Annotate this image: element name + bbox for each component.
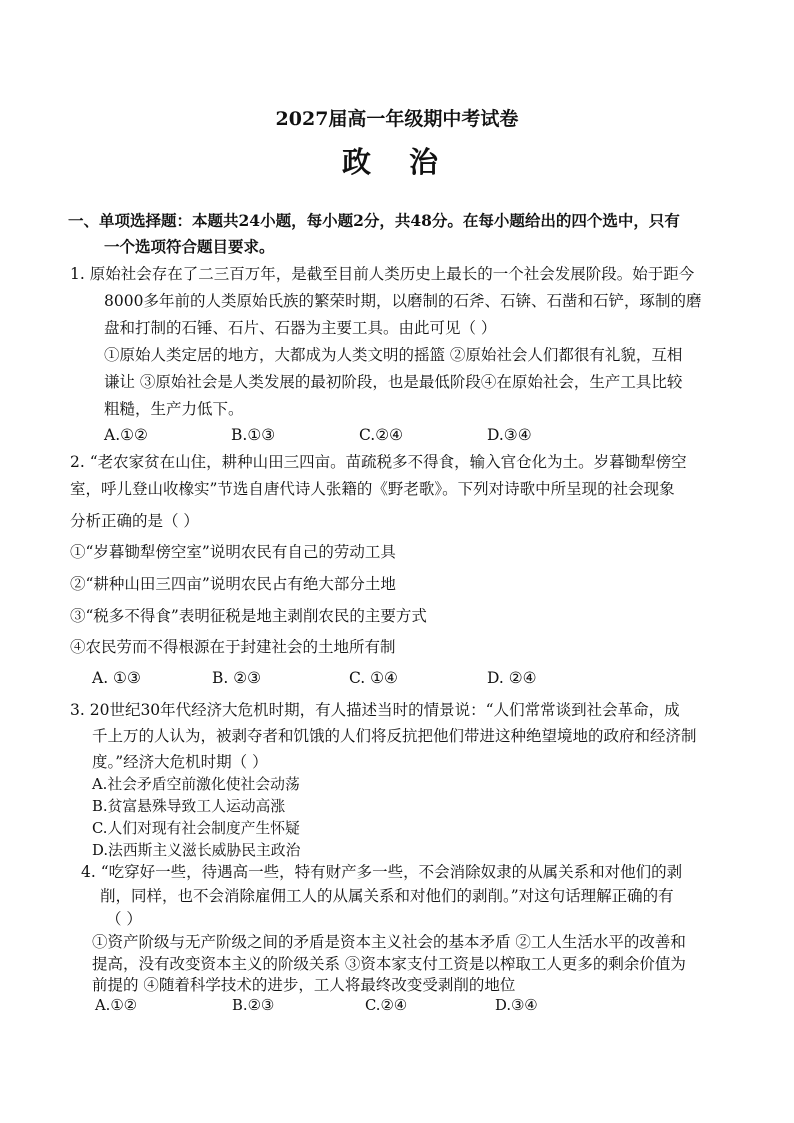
question-2-stem: 分析正确的是（ ） xyxy=(70,512,199,530)
question-1-option-a: A.①② xyxy=(104,426,148,444)
question-3-option-c: C.人们对现有社会制度产生怀疑 xyxy=(92,820,300,837)
question-1-statement: 谦让 ③原始社会是人类发展的最初阶段，也是最低阶段④在原始社会，生产工具比较 xyxy=(104,373,683,391)
question-2-option-b: B. ②③ xyxy=(212,669,262,687)
question-4-statement: 前提的 ④随着科学技术的进步，工人将最终改变受剥削的地位 xyxy=(92,976,516,994)
question-4-stem: 削，同样，也不会消除雇佣工人的从属关系和对他们的剥削。”对这句话理解正确的有 xyxy=(100,887,674,905)
exam-title: 2027届高一年级期中考试卷 xyxy=(275,108,519,130)
question-3-option-a: A.社会矛盾空前激化使社会动荡 xyxy=(92,776,300,793)
question-2-statement: ①“岁暮锄犁傍空室”说明农民有自己的劳动工具 xyxy=(70,543,396,561)
question-4-option-a: A.①② xyxy=(95,997,137,1014)
question-2-option-a: A. ①③ xyxy=(92,669,141,687)
question-2-stem: 室，呼儿登山收橡实”节选自唐代诗人张籍的《野老歌》。下列对诗歌中所呈现的社会现象 xyxy=(70,480,675,498)
section-heading: 一、单项选择题：本题共24小题，每小题2分，共48分。在每小题给出的四个选中，只有 xyxy=(68,211,680,230)
question-2-option-c: C. ①④ xyxy=(349,669,398,687)
question-3-stem: 千上万的人认为，被剥夺者和饥饿的人们将反抗把他们带进这种绝望境地的政府和经济制 xyxy=(92,727,697,745)
question-4-option-d: D.③④ xyxy=(495,997,538,1014)
question-3-option-b: B.贫富悬殊导致工人运动高涨 xyxy=(92,798,286,815)
question-1-option-b: B.①③ xyxy=(231,426,276,444)
question-3-option-d: D.法西斯主义滋长威胁民主政治 xyxy=(92,842,301,859)
question-2-statement: ③“税多不得食”表明征税是地主剥削农民的主要方式 xyxy=(70,607,427,625)
question-2-statement: ④农民劳而不得根源在于封建社会的土地所有制 xyxy=(70,638,396,656)
question-2-statement: ②“耕种山田三四亩”说明农民占有绝大部分土地 xyxy=(70,575,396,593)
question-1-statement: 粗糙，生产力低下。 xyxy=(104,400,244,418)
question-1-stem: 盘和打制的石锤、石片、石器为主要工具。由此可见（ ） xyxy=(104,319,497,337)
question-3-stem: 度。”经济大危机时期（ ） xyxy=(92,753,268,771)
question-4-option-c: C.②④ xyxy=(365,997,408,1014)
question-4-stem: （ ） xyxy=(106,910,142,928)
subject-title: 政 治 xyxy=(341,145,453,179)
question-4-statement: ①资产阶级与无产阶级之间的矛盾是资本主义社会的基本矛盾 ②工人生活水平的改善和 xyxy=(92,933,686,951)
question-1-stem: 1. 原始社会存在了二三百万年，是截至目前人类历史上最长的一个社会发展阶段。始于距今 xyxy=(70,265,695,283)
question-4-stem: 4. “吃穿好一些，待遇高一些，特有财产多一些，不会消除奴隶的从属关系和对他们的剥 xyxy=(81,863,683,881)
question-2-stem: 2. “老农家贫在山住，耕种山田三四亩。苗疏税多不得食，输入官仓化为土。岁暮锄犁傍空 xyxy=(70,453,687,471)
question-4-statement: 提高，没有改变资本主义的阶级关系 ③资本家支付工资是以榨取工人更多的剩余价值为 xyxy=(92,955,686,973)
question-2-option-d: D. ②④ xyxy=(487,669,537,687)
question-1-option-c: C.②④ xyxy=(359,426,404,444)
question-1-option-d: D.③④ xyxy=(487,426,532,444)
question-1-statement: ①原始人类定居的地方，大都成为人类文明的摇篮 ②原始社会人们都很有礼貌，互相 xyxy=(104,346,683,364)
section-heading-cont: 一个选项符合题目要求。 xyxy=(104,237,275,256)
question-4-option-b: B.②③ xyxy=(232,997,275,1014)
question-3-stem: 3. 20世纪30年代经济大危机时期，有人描述当时的情景说：“人们常常谈到社会革命，成 xyxy=(70,701,680,719)
question-1-stem: 8000多年前的人类原始氏族的繁荣时期，以磨制的石斧、石锛、石凿和石铲，琢制的磨 xyxy=(104,292,702,310)
